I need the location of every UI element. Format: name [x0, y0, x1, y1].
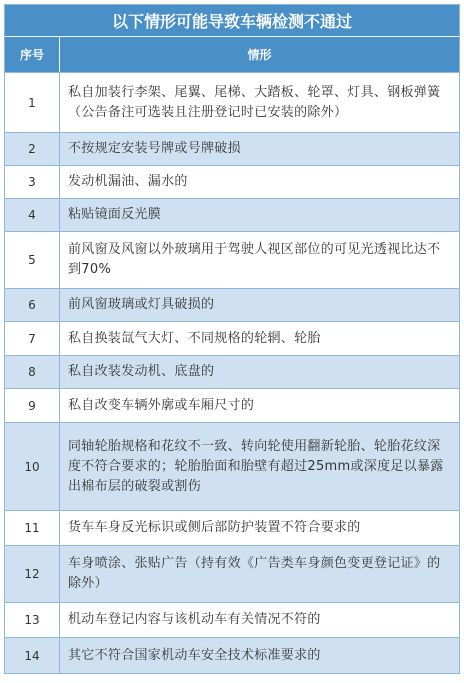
table-row — [5, 72, 459, 132]
row-text: 货车车身反光标识或侧后部防护装置不符合要求的 — [68, 520, 361, 535]
table-row — [5, 510, 459, 545]
row-number: 4 — [5, 199, 60, 231]
table-title: 以下情形可能导致车辆检测不通过 — [5, 5, 459, 37]
row-number: 1 — [5, 73, 60, 132]
row-number: 5 — [5, 232, 60, 288]
row-text: 车身喷涂、张贴广告（持有效《广告类车身颜色变更登记证》的除外） — [68, 556, 441, 591]
row-text: 私自改装发动机、底盘的 — [68, 364, 215, 379]
row-number: 3 — [5, 166, 60, 198]
row-number: 11 — [5, 511, 60, 545]
table-header — [5, 37, 459, 72]
table-row — [5, 288, 459, 321]
row-number: 7 — [5, 322, 60, 355]
table-row — [5, 637, 459, 673]
row-text: 不按规定安装号牌或号牌破损 — [68, 141, 241, 156]
table-row — [5, 388, 459, 422]
row-text: 前风窗玻璃或灯具破损的 — [68, 297, 215, 312]
table-row — [5, 355, 459, 388]
row-text: 其它不符合国家机动车安全技术标准要求的 — [68, 647, 321, 663]
table-row — [5, 198, 459, 231]
row-number: 8 — [5, 356, 60, 388]
row-text: 前风窗及风窗以外玻璃用于驾驶人视区部位的可见光透视比达不到70% — [68, 242, 441, 277]
table-row — [5, 422, 459, 510]
row-text: 机动车登记内容与该机动车有关情况不符的 — [68, 612, 321, 627]
row-text: 私自换装氙气大灯、不同规格的轮辋、轮胎 — [68, 330, 321, 346]
row-number: 10 — [5, 423, 60, 510]
table-row — [5, 165, 459, 198]
table-row — [5, 132, 459, 165]
table-row — [5, 321, 459, 355]
inspection-table — [4, 4, 460, 674]
header-number: 序号 — [5, 37, 60, 72]
table-row — [5, 545, 459, 602]
row-number: 9 — [5, 389, 60, 422]
table-row — [5, 602, 459, 637]
row-text: 发动机漏油、漏水的 — [68, 174, 188, 189]
row-text: 私自改变车辆外廓或车厢尺寸的 — [68, 397, 255, 413]
row-number: 6 — [5, 289, 60, 321]
row-text: 同轴轮胎规格和花纹不一致、转向轮使用翻新轮胎、轮胎花纹深度不符合要求的；轮胎胎面和胎壁有超过25mm或深度足以暴露出棉布层的破裂或割伤 — [68, 438, 444, 494]
table-row — [5, 231, 459, 288]
row-text: 私自加装行李架、尾翼、尾梯、大踏板、轮罩、灯具、钢板弹簧（公告备注可选装且注册登记时已安装的除外） — [68, 84, 441, 120]
row-number: 12 — [5, 546, 60, 602]
row-text: 粘贴镜面反光膜 — [68, 207, 162, 222]
row-number: 2 — [5, 133, 60, 165]
row-number: 13 — [5, 603, 60, 637]
row-number: 14 — [5, 638, 60, 673]
header-situation: 情形 — [247, 48, 272, 62]
